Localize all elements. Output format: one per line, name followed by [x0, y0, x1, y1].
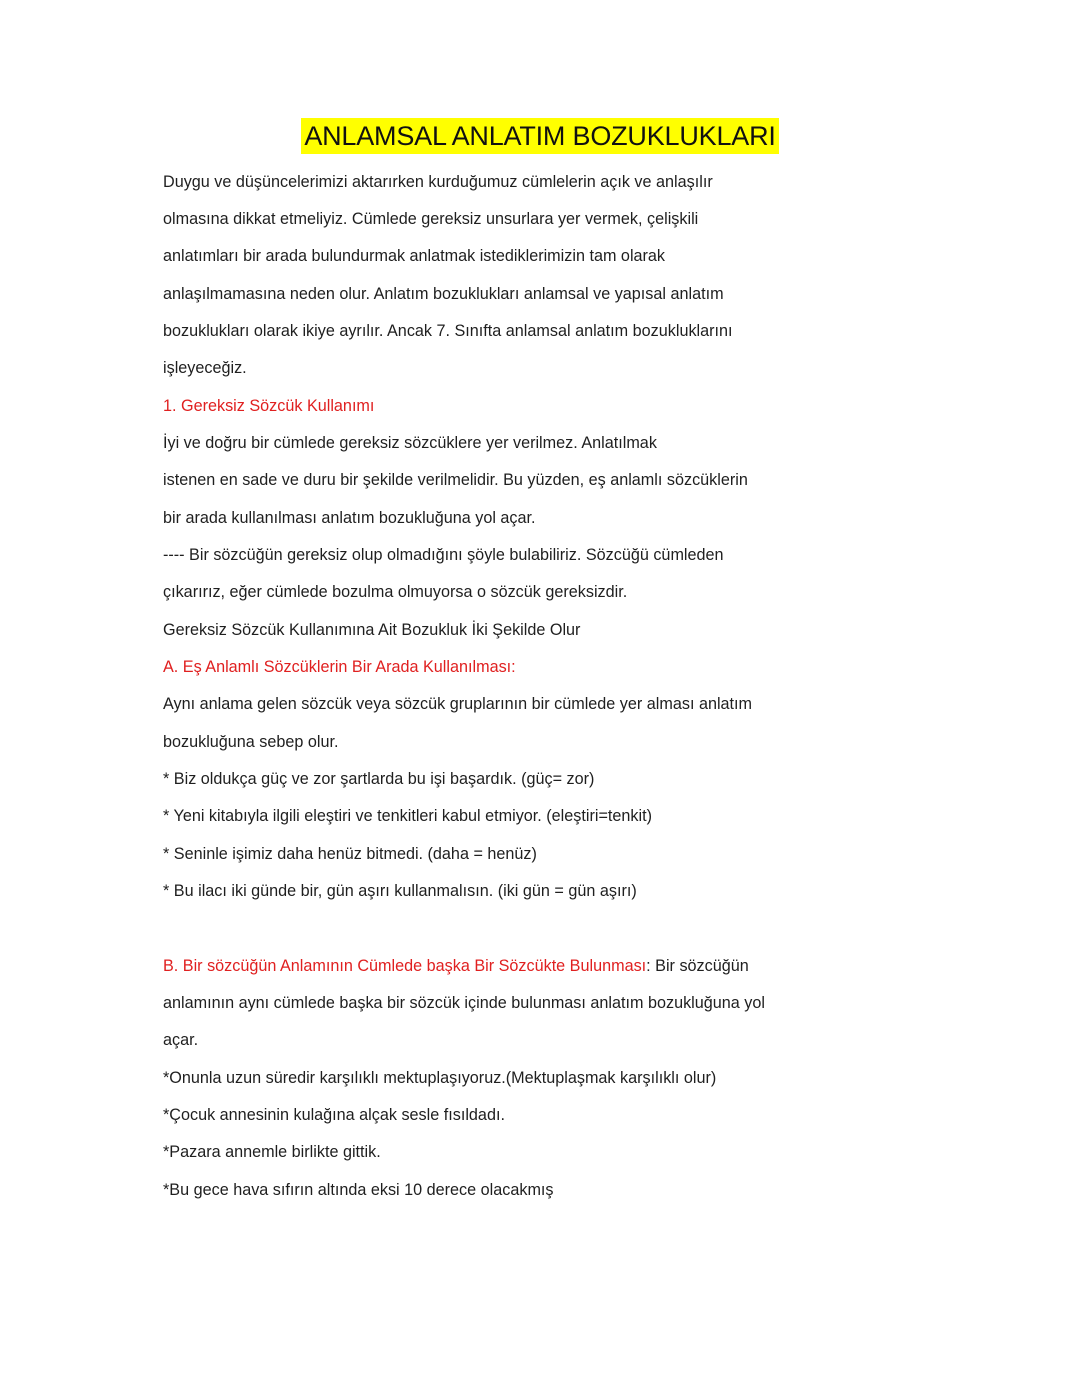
page-title: ANLAMSAL ANLATIM BOZUKLUKLARI — [301, 118, 778, 154]
section1-paragraph-line: istenen en sade ve duru bir şekilde verilmelidir. Bu yüzden, eş anlamlı sözcüklerin — [163, 471, 748, 489]
sectionB-paragraph-line: açar. — [163, 1031, 199, 1049]
sectionA-paragraph-line: bozukluğuna sebep olur. — [163, 733, 339, 751]
sectionA-example: * Yeni kitabıyla ilgili eleştiri ve tenkitleri kabul etmiyor. (eleştiri=tenkit) — [163, 807, 652, 825]
section1-paragraph-line: İyi ve doğru bir cümlede gereksiz sözcüklere yer verilmez. Anlatılmak — [163, 434, 657, 452]
sectionA-example: * Biz oldukça güç ve zor şartlarda bu işi başardık. (güç= zor) — [163, 770, 595, 788]
sectionB-example: *Bu gece hava sıfırın altında eksi 10 derece olacakmış — [163, 1181, 554, 1199]
intro-line: Duygu ve düşüncelerimizi aktarırken kurduğumuz cümlelerin açık ve anlaşılır — [163, 173, 713, 191]
sectionB-example: *Pazara annemle birlikte gittik. — [163, 1143, 381, 1161]
section-heading-unnecessary-word: 1. Gereksiz Sözcük Kullanımı — [163, 397, 375, 415]
section1-tip-line: çıkarırız, eğer cümlede bozulma olmuyorsa o sözcük gereksizdir. — [163, 583, 628, 601]
sectionA-example: * Bu ilacı iki günde bir, gün aşırı kullanmalısın. (iki gün = gün aşırı) — [163, 882, 637, 900]
title-container — [0, 118, 1080, 154]
sectionA-example: * Seninle işimiz daha henüz bitmedi. (daha = henüz) — [163, 845, 537, 863]
sectionB-heading-line — [163, 955, 749, 977]
intro-line: işleyeceğiz. — [163, 359, 247, 377]
sectionA-paragraph-line: Aynı anlama gelen sözcük veya sözcük gruplarının bir cümlede yer alması anlatım — [163, 695, 753, 713]
intro-line: bozuklukları olarak ikiye ayrılır. Ancak 7. Sınıfta anlamsal anlatım bozukluklarını — [163, 322, 733, 340]
section1-paragraph-line: bir arada kullanılması anlatım bozukluğuna yol açar. — [163, 509, 536, 527]
section1-tip-line: ---- Bir sözcüğün gereksiz olup olmadığını şöyle bulabiliriz. Sözcüğü cümleden — [163, 546, 724, 564]
sectionB-example: *Çocuk annesinin kulağına alçak sesle fısıldadı. — [163, 1106, 505, 1124]
sectionB-heading-tail: : Bir sözcüğün — [646, 957, 749, 975]
section-heading-synonyms: A. Eş Anlamlı Sözcüklerin Bir Arada Kullanılması: — [163, 658, 516, 676]
intro-line: anlaşılmamasına neden olur. Anlatım bozuklukları anlamsal ve yapısal anlatım — [163, 285, 724, 303]
intro-line: anlatımları bir arada bulundurmak anlatmak istediklerimizin tam olarak — [163, 247, 666, 265]
sectionB-example: *Onunla uzun süredir karşılıklı mektuplaşıyoruz.(Mektuplaşmak karşılıklı olur) — [163, 1069, 717, 1087]
section1-types-line: Gereksiz Sözcük Kullanımına Ait Bozukluk İki Şekilde Olur — [163, 621, 581, 639]
section-heading-meaning-in-other-word: B. Bir sözcüğün Anlamının Cümlede başka Bir Sözcükte Bulunması — [163, 957, 647, 975]
intro-line: olmasına dikkat etmeliyiz. Cümlede gereksiz unsurlara yer vermek, çelişkili — [163, 210, 699, 228]
sectionB-paragraph-line: anlamının aynı cümlede başka bir sözcük içinde bulunması anlatım bozukluğuna yol — [163, 994, 765, 1012]
